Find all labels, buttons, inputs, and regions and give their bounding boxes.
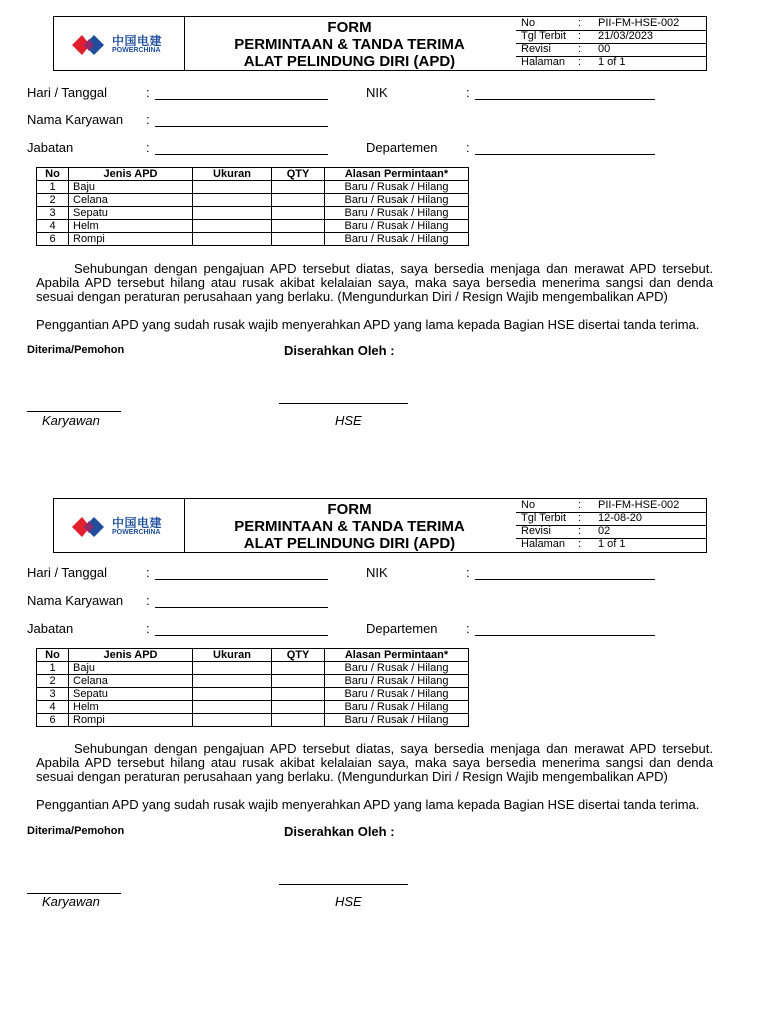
department-colon: : <box>466 140 470 155</box>
apd-table <box>36 167 469 246</box>
receiver-label: Diterima/Pemohon <box>27 344 125 356</box>
table-row <box>37 688 469 701</box>
logo-cell <box>54 499 185 552</box>
form-1 <box>0 0 768 470</box>
meta-row-revision <box>516 43 707 57</box>
meta-label: Tgl Terbit <box>521 30 567 42</box>
cell-ukuran[interactable] <box>193 701 272 714</box>
form-header <box>53 16 707 71</box>
replacement-text: Penggantian APD yang sudah rusak wajib menyerahkan APD yang lama kepada Bagian HSE disertai tanda terima. <box>36 797 700 812</box>
name-colon: : <box>146 112 150 127</box>
cell-qty[interactable] <box>272 207 325 220</box>
form-title <box>184 499 515 552</box>
header-ukuran: Ukuran <box>193 649 272 662</box>
meta-colon: : <box>578 538 582 550</box>
meta-row-page <box>516 538 707 551</box>
logo-cell <box>54 17 185 70</box>
department-label: Departemen <box>366 140 438 155</box>
cell-no: 2 <box>37 675 69 688</box>
position-label: Jabatan <box>27 621 74 636</box>
header-ukuran: Ukuran <box>193 168 272 181</box>
cell-jenis: Rompi <box>69 233 193 246</box>
cell-no: 2 <box>37 194 69 207</box>
department-colon: : <box>466 621 470 636</box>
form-2 <box>0 482 768 952</box>
cell-jenis: Helm <box>69 701 193 714</box>
document-meta <box>516 17 707 70</box>
meta-value: 1 of 1 <box>598 538 626 550</box>
title-line-3: ALAT PELINDUNG DIRI (APD) <box>243 535 456 552</box>
cell-qty[interactable] <box>272 662 325 675</box>
header-no: No <box>37 168 69 181</box>
department-label: Departemen <box>366 621 438 636</box>
meta-value: 21/03/2023 <box>598 30 654 42</box>
meta-colon: : <box>578 56 582 68</box>
cell-jenis: Rompi <box>69 714 193 727</box>
logo-english-text: POWERCHINA <box>112 529 161 536</box>
meta-label: Halaman <box>521 538 566 550</box>
date-label: Hari / Tanggal <box>27 85 107 100</box>
title-line-1: FORM <box>327 501 372 518</box>
meta-colon: : <box>578 525 582 537</box>
header-jenis: Jenis APD <box>69 168 193 181</box>
hse-signature-line[interactable] <box>279 884 408 885</box>
meta-label: Revisi <box>521 525 551 537</box>
meta-label: Tgl Terbit <box>521 512 567 524</box>
date-colon: : <box>146 565 150 580</box>
table-row <box>37 701 469 714</box>
replacement-paragraph <box>36 318 713 332</box>
cell-qty[interactable] <box>272 701 325 714</box>
cell-ukuran[interactable] <box>193 220 272 233</box>
statement-text: Sehubungan dengan pengajuan APD tersebut diatas, saya bersedia menjaga dan merawat APD tersebut. Apabila APD tersebut hilang atau rusak akibat kelalaian saya, maka saya bersedia menerima sangsi dan denda sesuai dengan peraturan perusahaan yang berlaku. (Mengundurkan Diri / Resign Wajib mengembalikan APD) <box>36 741 713 784</box>
meta-row-issue-date <box>516 30 707 44</box>
meta-label: No <box>521 17 536 29</box>
hse-role: HSE <box>335 413 362 428</box>
nik-colon: : <box>466 85 470 100</box>
cell-alasan[interactable]: Baru / Rusak / Hilang <box>325 220 469 233</box>
position-colon: : <box>146 140 150 155</box>
document-meta <box>516 499 707 552</box>
table-header-row <box>37 649 469 662</box>
position-input-line[interactable] <box>155 635 328 636</box>
meta-row-revision <box>516 525 707 539</box>
nik-colon: : <box>466 565 470 580</box>
meta-value: 12-08-20 <box>598 512 643 524</box>
title-line-2: PERMINTAAN & TANDA TERIMA <box>234 518 465 535</box>
cell-ukuran[interactable] <box>193 194 272 207</box>
cell-jenis: Sepatu <box>69 688 193 701</box>
name-label: Nama Karyawan <box>27 593 124 608</box>
powerchina-logo <box>72 31 172 59</box>
cell-no: 3 <box>37 688 69 701</box>
employee-role: Karyawan <box>42 894 100 909</box>
table-row <box>37 675 469 688</box>
position-input-line[interactable] <box>155 154 328 155</box>
table-row <box>37 181 469 194</box>
header-qty: QTY <box>272 649 325 662</box>
cell-alasan[interactable]: Baru / Rusak / Hilang <box>325 714 469 727</box>
header-jenis: Jenis APD <box>69 649 193 662</box>
table-row <box>37 662 469 675</box>
nik-input-line[interactable] <box>475 579 655 580</box>
header-no: No <box>37 649 69 662</box>
name-label: Nama Karyawan <box>27 112 124 127</box>
date-input-line[interactable] <box>155 99 328 100</box>
header-qty: QTY <box>272 168 325 181</box>
meta-value: 1 of 1 <box>598 56 626 68</box>
form-title <box>184 17 515 70</box>
table-row <box>37 233 469 246</box>
meta-colon: : <box>578 17 582 29</box>
cell-no: 1 <box>37 662 69 675</box>
cell-jenis: Helm <box>69 220 193 233</box>
cell-no: 6 <box>37 233 69 246</box>
powerchina-logo-icon <box>72 513 106 541</box>
cell-no: 3 <box>37 207 69 220</box>
meta-row-no <box>516 499 707 513</box>
cell-jenis: Celana <box>69 194 193 207</box>
cell-alasan[interactable]: Baru / Rusak / Hilang <box>325 701 469 714</box>
cell-jenis: Baju <box>69 181 193 194</box>
form-header <box>53 498 707 553</box>
meta-value: 00 <box>598 43 611 55</box>
cell-alasan[interactable]: Baru / Rusak / Hilang <box>325 675 469 688</box>
replacement-paragraph <box>36 798 713 812</box>
meta-row-issue-date <box>516 512 707 526</box>
nik-input-line[interactable] <box>475 99 655 100</box>
title-line-3: ALAT PELINDUNG DIRI (APD) <box>243 53 456 70</box>
cell-alasan[interactable]: Baru / Rusak / Hilang <box>325 194 469 207</box>
meta-label: No <box>521 499 536 511</box>
powerchina-logo <box>72 513 172 541</box>
meta-value: PII-FM-HSE-002 <box>598 17 680 29</box>
cell-ukuran[interactable] <box>193 662 272 675</box>
department-input-line[interactable] <box>475 154 655 155</box>
cell-ukuran[interactable] <box>193 181 272 194</box>
handover-label: Diserahkan Oleh : <box>284 824 395 839</box>
cell-qty[interactable] <box>272 688 325 701</box>
hse-role: HSE <box>335 894 362 909</box>
logo-english-text: POWERCHINA <box>112 47 161 54</box>
cell-alasan[interactable]: Baru / Rusak / Hilang <box>325 207 469 220</box>
cell-jenis: Celana <box>69 675 193 688</box>
meta-label: Halaman <box>521 56 566 68</box>
position-colon: : <box>146 621 150 636</box>
meta-row-no <box>516 17 707 31</box>
date-colon: : <box>146 85 150 100</box>
name-input-line[interactable] <box>155 126 328 127</box>
cell-jenis: Baju <box>69 662 193 675</box>
statement-paragraph <box>36 742 713 784</box>
table-header-row <box>37 168 469 181</box>
cell-jenis: Sepatu <box>69 207 193 220</box>
apd-table <box>36 648 469 727</box>
cell-alasan[interactable]: Baru / Rusak / Hilang <box>325 181 469 194</box>
replacement-text: Penggantian APD yang sudah rusak wajib menyerahkan APD yang lama kepada Bagian HSE disertai tanda terima. <box>36 317 700 332</box>
cell-qty[interactable] <box>272 194 325 207</box>
cell-no: 4 <box>37 220 69 233</box>
meta-row-page <box>516 56 707 69</box>
cell-alasan[interactable]: Baru / Rusak / Hilang <box>325 233 469 246</box>
meta-colon: : <box>578 499 582 511</box>
meta-colon: : <box>578 30 582 42</box>
cell-ukuran[interactable] <box>193 233 272 246</box>
cell-qty[interactable] <box>272 233 325 246</box>
cell-no: 1 <box>37 181 69 194</box>
cell-qty[interactable] <box>272 220 325 233</box>
cell-qty[interactable] <box>272 714 325 727</box>
table-row <box>37 714 469 727</box>
cell-no: 4 <box>37 701 69 714</box>
meta-colon: : <box>578 43 582 55</box>
cell-qty[interactable] <box>272 675 325 688</box>
cell-ukuran[interactable] <box>193 688 272 701</box>
meta-value: PII-FM-HSE-002 <box>598 499 680 511</box>
name-input-line[interactable] <box>155 607 328 608</box>
department-input-line[interactable] <box>475 635 655 636</box>
date-label: Hari / Tanggal <box>27 565 107 580</box>
meta-value: 02 <box>598 525 611 537</box>
table-row <box>37 207 469 220</box>
cell-no: 6 <box>37 714 69 727</box>
logo-chinese-text: 中国电建 <box>112 516 163 530</box>
logo-chinese-text: 中国电建 <box>112 34 163 48</box>
cell-alasan[interactable]: Baru / Rusak / Hilang <box>325 688 469 701</box>
statement-text: Sehubungan dengan pengajuan APD tersebut diatas, saya bersedia menjaga dan merawat APD tersebut. Apabila APD tersebut hilang atau rusak akibat kelalaian saya, maka saya bersedia menerima sangsi dan denda sesuai dengan peraturan perusahaan yang berlaku. (Mengundurkan Diri / Resign Wajib mengembalikan APD) <box>36 261 713 304</box>
date-input-line[interactable] <box>155 579 328 580</box>
position-label: Jabatan <box>27 140 74 155</box>
cell-ukuran[interactable] <box>193 207 272 220</box>
title-line-2: PERMINTAAN & TANDA TERIMA <box>234 36 465 53</box>
nik-label: NIK <box>366 85 388 100</box>
cell-ukuran[interactable] <box>193 675 272 688</box>
handover-label: Diserahkan Oleh : <box>284 343 395 358</box>
title-line-1: FORM <box>327 19 372 36</box>
header-alasan: Alasan Permintaan* <box>325 168 469 181</box>
name-colon: : <box>146 593 150 608</box>
receiver-label: Diterima/Pemohon <box>27 825 125 837</box>
table-row <box>37 194 469 207</box>
cell-alasan[interactable]: Baru / Rusak / Hilang <box>325 662 469 675</box>
meta-label: Revisi <box>521 43 551 55</box>
hse-signature-line[interactable] <box>279 403 408 404</box>
employee-role: Karyawan <box>42 413 100 428</box>
table-row <box>37 220 469 233</box>
powerchina-logo-icon <box>72 31 106 59</box>
statement-paragraph <box>36 262 713 304</box>
header-alasan: Alasan Permintaan* <box>325 649 469 662</box>
meta-colon: : <box>578 512 582 524</box>
employee-signature-line[interactable] <box>27 411 121 412</box>
cell-ukuran[interactable] <box>193 714 272 727</box>
nik-label: NIK <box>366 565 388 580</box>
cell-qty[interactable] <box>272 181 325 194</box>
